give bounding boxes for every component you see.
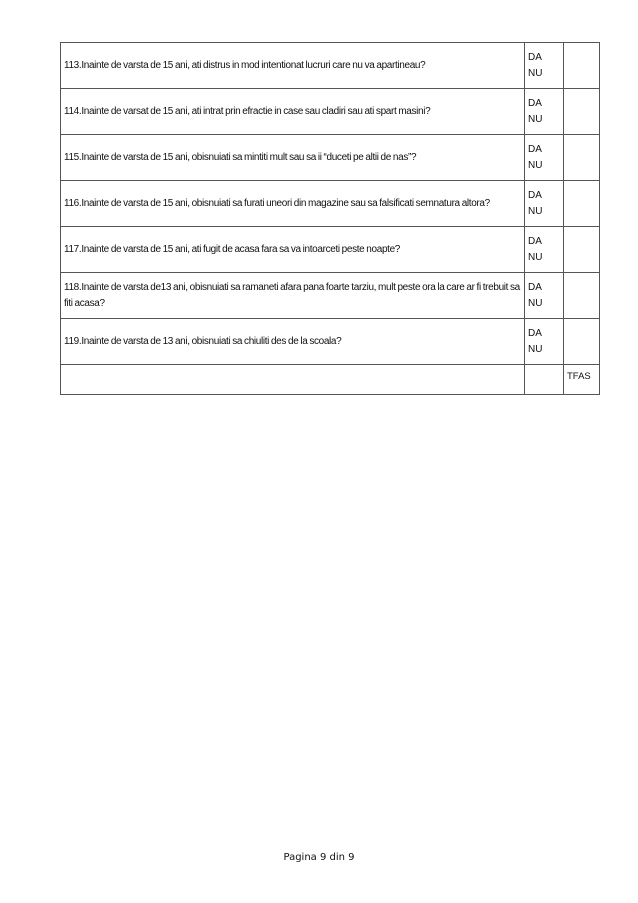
answer-options	[525, 43, 564, 89]
option-da: DA	[528, 327, 542, 339]
score-cell	[564, 89, 600, 135]
questionnaire-table	[60, 42, 600, 395]
option-nu: NU	[528, 159, 543, 171]
option-nu: NU	[528, 67, 543, 79]
question-row-118	[61, 273, 600, 319]
total-empty-cell	[525, 365, 564, 395]
total-label: TFAS	[564, 365, 600, 395]
question-text: 114.Inainte de varsat de 15 ani, ati intrat prin efractie in case sau cladiri sau ati spart masini?	[61, 89, 525, 135]
question-row-119	[61, 319, 600, 365]
score-cell	[564, 135, 600, 181]
question-row-115	[61, 135, 600, 181]
question-text: 117.Inainte de varsta de 15 ani, ati fugit de acasa fara sa va intoarceti peste noapte?	[61, 227, 525, 273]
total-row	[61, 365, 600, 395]
question-text: 113.Inainte de varsta de 15 ani, ati distrus in mod intentionat lucruri care nu va apartineau?	[61, 43, 525, 89]
question-text: 119.Inainte de varsta de 13 ani, obisnuiati sa chiuliti des de la scoala?	[61, 319, 525, 365]
answer-options	[525, 319, 564, 365]
answer-options	[525, 227, 564, 273]
option-nu: NU	[528, 113, 543, 125]
answer-options	[525, 181, 564, 227]
option-da: DA	[528, 143, 542, 155]
question-text: 115.Inainte de varsta de 15 ani, obisnuiati sa mintiti mult sau sa ii “duceti pe altii de nas”?	[61, 135, 525, 181]
score-cell	[564, 273, 600, 319]
option-nu: NU	[528, 297, 543, 309]
question-row-117	[61, 227, 600, 273]
option-da: DA	[528, 189, 542, 201]
question-row-113	[61, 43, 600, 89]
answer-options	[525, 135, 564, 181]
option-nu: NU	[528, 343, 543, 355]
total-empty-cell	[61, 365, 525, 395]
option-da: DA	[528, 97, 542, 109]
score-cell	[564, 181, 600, 227]
answer-options	[525, 273, 564, 319]
option-da: DA	[528, 281, 542, 293]
question-row-116	[61, 181, 600, 227]
option-da: DA	[528, 235, 542, 247]
score-cell	[564, 319, 600, 365]
option-nu: NU	[528, 205, 543, 217]
option-nu: NU	[528, 251, 543, 263]
question-row-114	[61, 89, 600, 135]
page-footer: Pagina 9 din 9	[283, 852, 355, 863]
score-cell	[564, 227, 600, 273]
score-cell	[564, 43, 600, 89]
answer-options	[525, 89, 564, 135]
question-text: 118.Inainte de varsta de13 ani, obisnuiati sa ramaneti afara pana foarte tarziu, mult peste ora la care ar fi trebuit sa fiti acasa?	[61, 273, 525, 319]
option-da: DA	[528, 51, 542, 63]
question-text: 116.Inainte de varsta de 15 ani, obisnuiati sa furati uneori din magazine sau sa falsificati semnatura altora?	[61, 181, 525, 227]
